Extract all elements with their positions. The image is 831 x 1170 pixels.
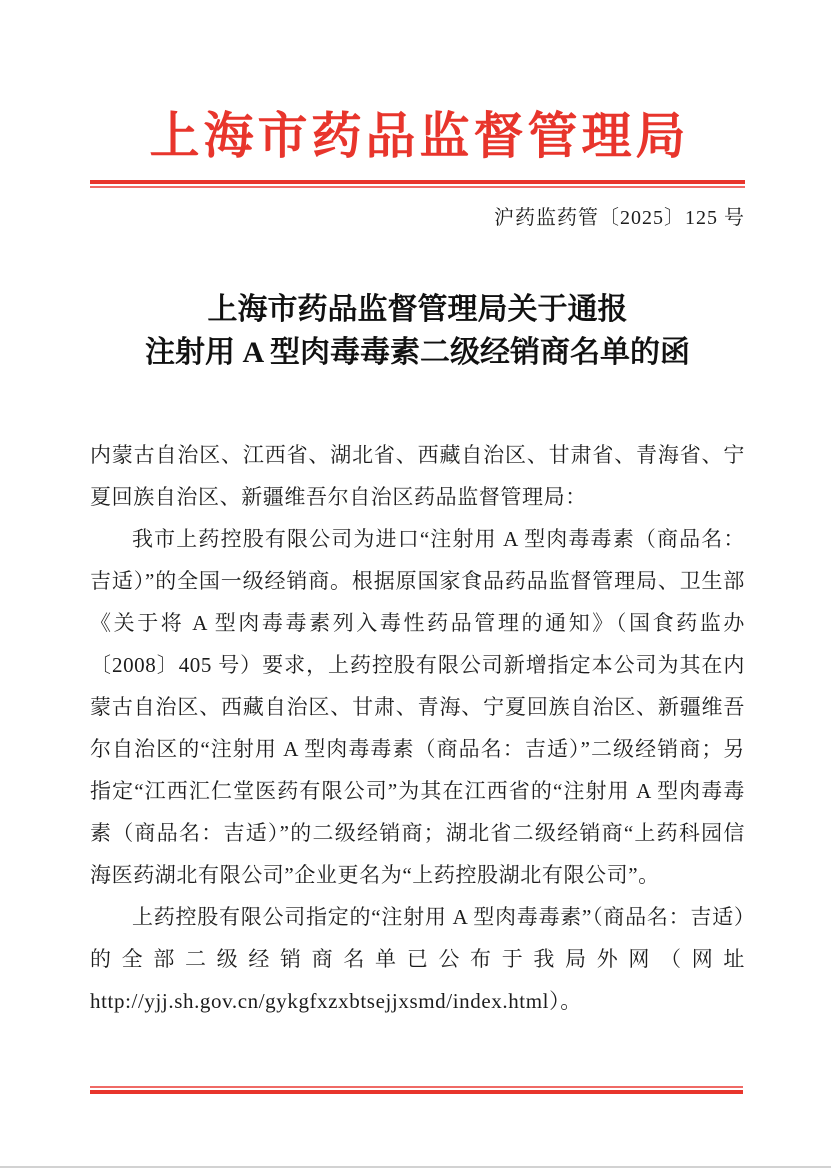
header-divider: [90, 180, 745, 188]
recipients-line: 内蒙古自治区、江西省、湖北省、西藏自治区、甘肃省、青海省、宁夏回族自治区、新疆维吾尔自治区药品监督管理局：: [90, 443, 745, 509]
document-title: [90, 288, 745, 374]
footer-divider-thick-line: [90, 1090, 743, 1094]
document-number: 沪药监药管〔2025〕125 号: [494, 207, 745, 229]
header-divider-thin-line: [90, 186, 745, 188]
scan-page-edge: [0, 1166, 831, 1168]
document-content: [90, 0, 745, 1022]
body-paragraph-1: 我市上药控股有限公司为进口“注射用 A 型肉毒毒素（商品名：吉适）”的全国一级经销商。根据原国家食品药品监督管理局、卫生部《关于将 A 型肉毒毒素列入毒性药品管理的通知》（国食药监办〔2008〕405 号）要求，上药控股有限公司新增指定本公司为其在内蒙古自治区、西藏自治区、甘肃、青海、宁夏回族自治区、新疆维吾尔自治区的“注射用 A 型肉毒毒素（商品名：吉适）”二级经销商；另指定“江西汇仁堂医药有限公司”为其在江西省的“注射用 A 型肉毒毒素（商品名：吉适）”的二级经销商；湖北省二级经销商“上药科园信海医药湖北有限公司”企业更名为“上药控股湖北有限公司”。: [90, 527, 745, 887]
document-title-line-2: 注射用 A 型肉毒毒素二级经销商名单的函: [144, 336, 690, 369]
document-body: [90, 434, 745, 1022]
footer-divider: [90, 1086, 743, 1094]
body-paragraph-2: 上药控股有限公司指定的“注射用 A 型肉毒毒素”（商品名：吉适）的全部二级经销商名单已公布于我局外网（网址 http://yjj.sh.gov.cn/gykgfxzxbtsejjxsmd/index.html）。: [90, 905, 745, 1013]
document-title-line-1: 上海市药品监督管理局关于通报: [207, 293, 628, 326]
agency-masthead: 上海市药品监督管理局: [149, 108, 690, 164]
